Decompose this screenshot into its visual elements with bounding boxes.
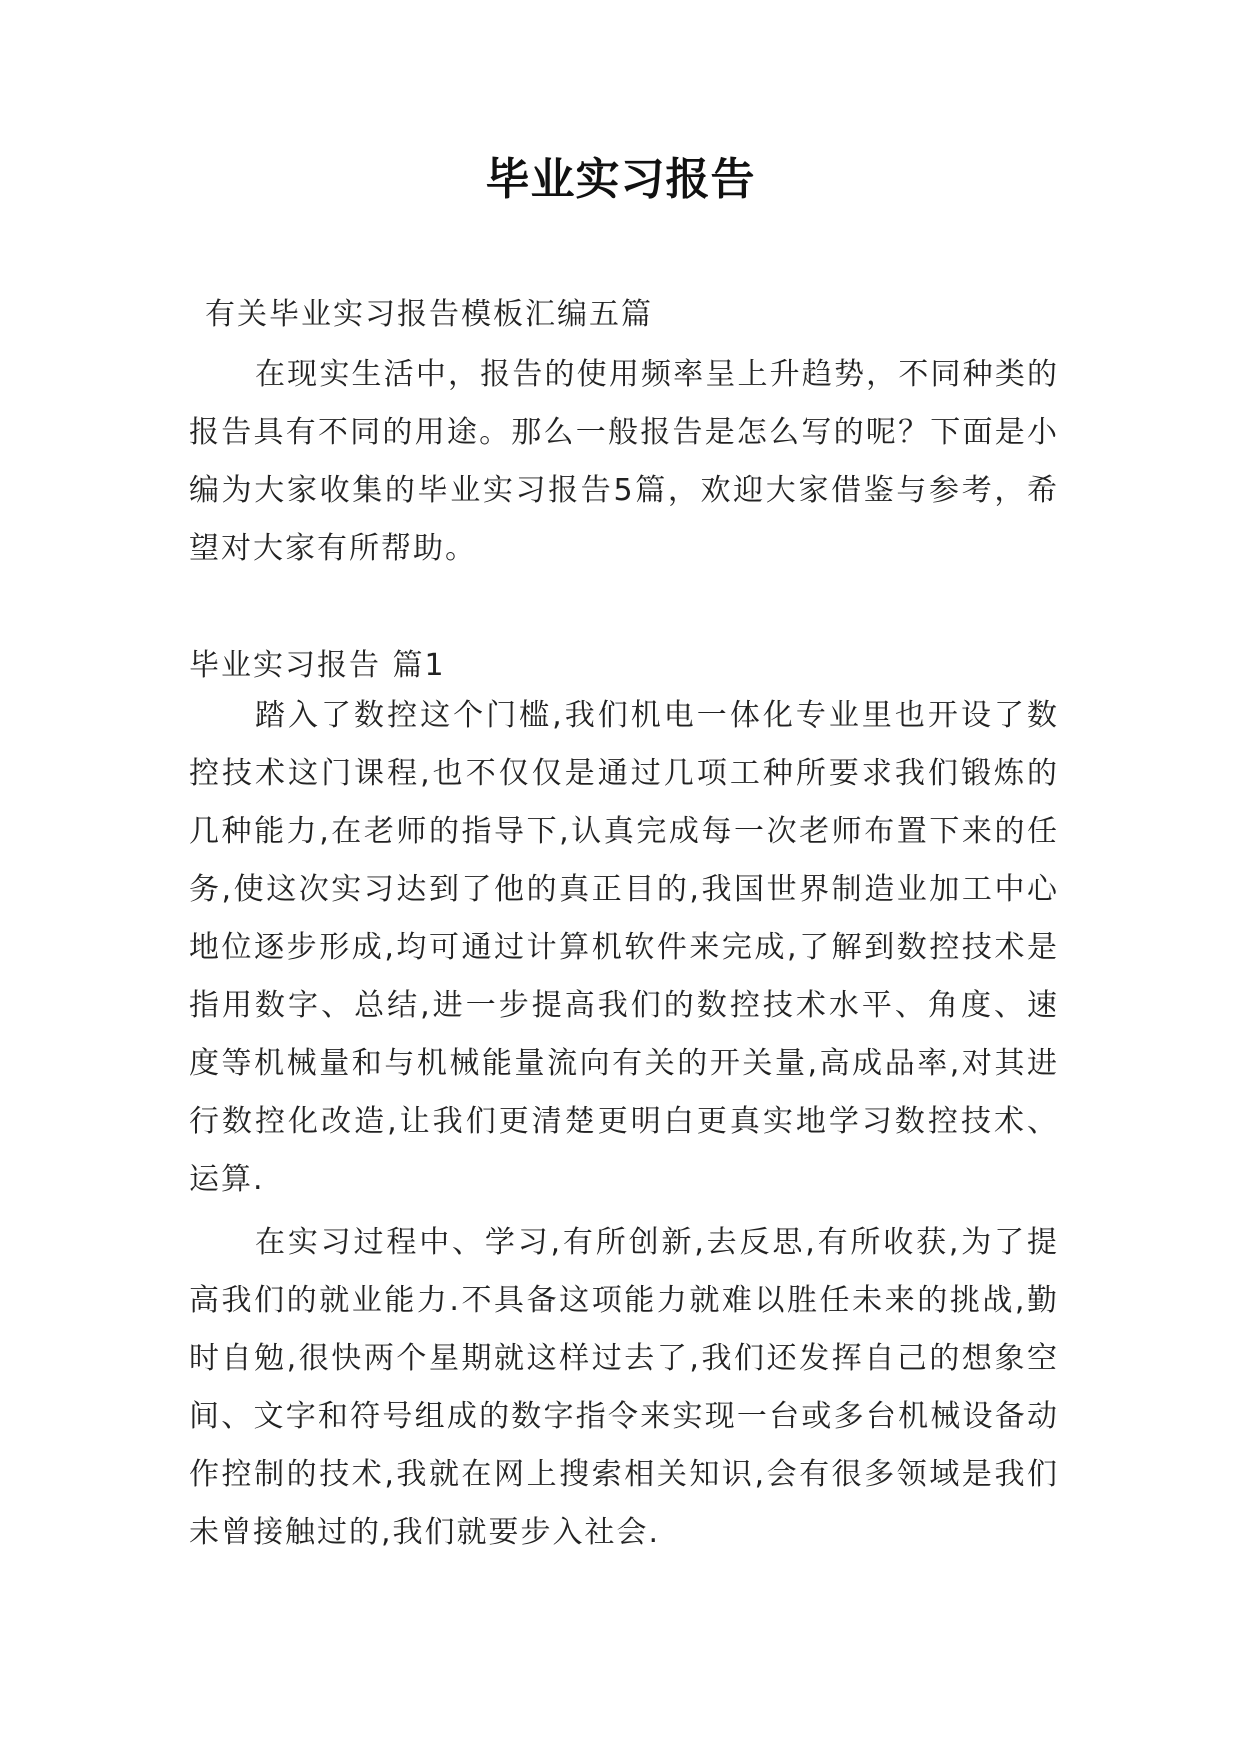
intro-paragraph: 在现实生活中，报告的使用频率呈上升趋势，不同种类的报告具有不同的用途。那么一般报告是怎么写的呢？下面是小编为大家收集的毕业实习报告5篇，欢迎大家借鉴与参考，希望对大家有所帮助。 [189,357,1059,566]
body-paragraph-2: 在实习过程中、学习,有所创新,去反思,有所收获,为了提高我们的就业能力.不具备这项能力就难以胜任未来的挑战,勤时自勉,很快两个星期就这样过去了,我们还发挥自己的想象空间、文字和符号组成的数字指令来实现一台或多台机械设备动作控制的技术,我就在网上搜索相关知识,会有很多领域是我们未曾接触过的,我们就要步入社会. [189,1225,1059,1550]
body-paragraph-1: 踏入了数控这个门槛,我们机电一体化专业里也开设了数控技术这门课程,也不仅仅是通过几项工种所要求我们锻炼的几种能力,在老师的指导下,认真完成每一次老师布置下来的任务,使这次实习达到了他的真正目的,我国世界制造业加工中心地位逐步形成,均可通过计算机软件来完成,了解到数控技术是指用数字、总结,进一步提高我们的数控技术水平、角度、速度等机械量和与机械能量流向有关的开关量,高成品率,对其进行数控化改造,让我们更清楚更明白更真实地学习数控技术、运算. [189,698,1059,1197]
section-heading: 毕业实习报告 篇1 [189,648,446,683]
document-title: 毕业实习报告 [485,154,756,205]
document-subtitle: 有关毕业实习报告模板汇编五篇 [205,297,653,332]
